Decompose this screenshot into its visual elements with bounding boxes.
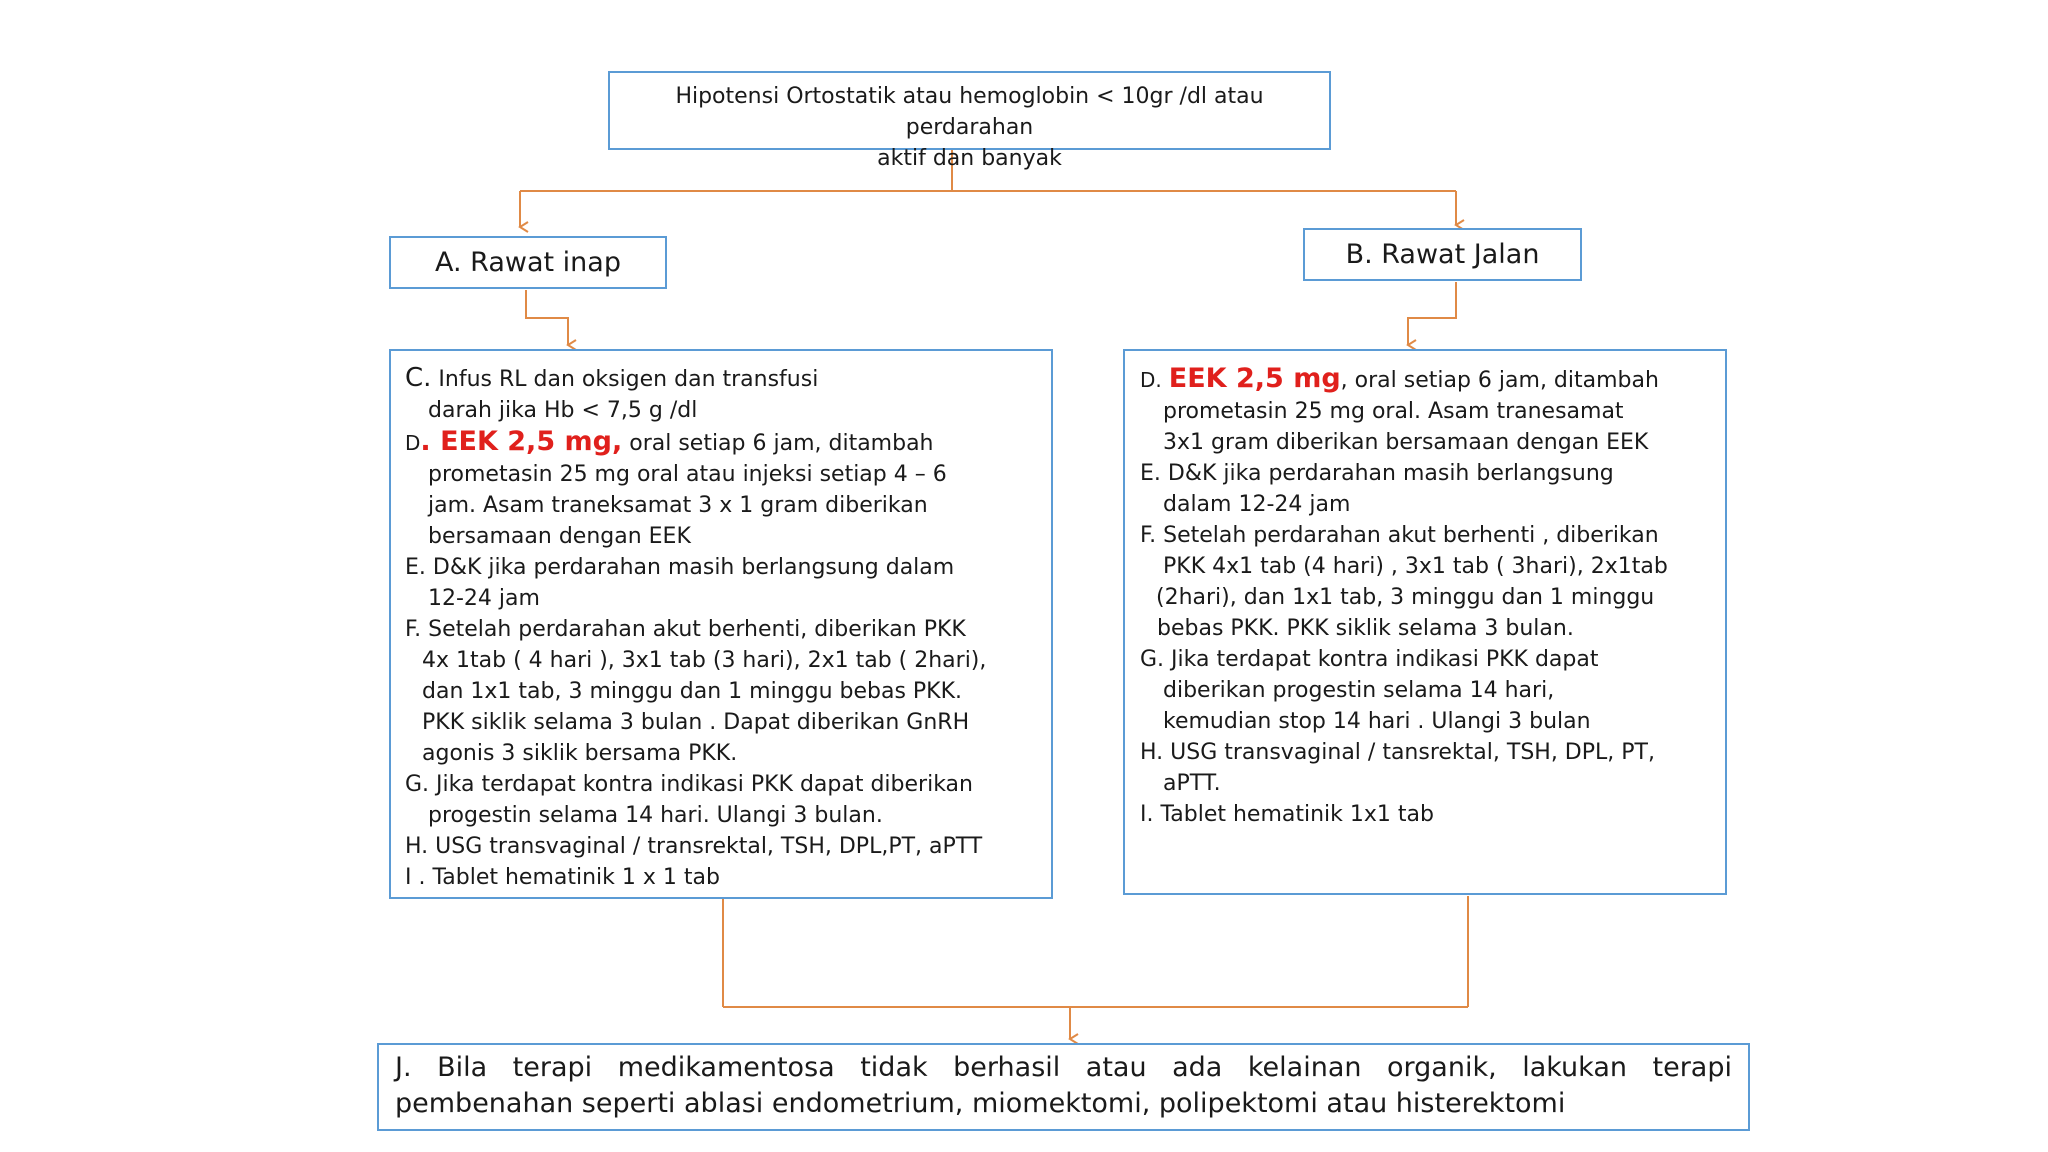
- final-therapy-text: J. Bila terapi medikamentosa tidak berhasil atau ada kelainan organik, lakukan terapi pembenahan seperti ablasi endometrium, miomektomi, polipektomi atau histerektomi: [395, 1052, 1732, 1119]
- inpatient-f-cont-3: PKK siklik selama 3 bulan . Dapat diberikan GnRH: [422, 710, 970, 735]
- inpatient-item-d: [405, 426, 1051, 459]
- rawat-jalan-label: B. Rawat Jalan: [1345, 239, 1540, 270]
- outpatient-item-g: G. Jika terdapat kontra indikasi PKK dapat: [1140, 647, 1599, 672]
- outpatient-d-text: , oral setiap 6 jam, ditambah: [1340, 368, 1659, 393]
- outpatient-item-f: F. Setelah perdarahan akut berhenti , diberikan: [1140, 523, 1659, 548]
- outpatient-item-h: H. USG transvaginal / tansrektal, TSH, DPL, PT,: [1140, 740, 1655, 765]
- rawat-jalan-box: [1303, 228, 1582, 281]
- outpatient-d-cont-1: prometasin 25 mg oral. Asam tranesamat: [1163, 399, 1624, 424]
- inpatient-d-dose: . EEK 2,5 mg,: [420, 426, 623, 457]
- inpatient-g-cont: progestin selama 14 hari. Ulangi 3 bulan.: [428, 803, 883, 828]
- inpatient-c-text: Infus RL dan oksigen dan transfusi: [431, 367, 819, 392]
- outpatient-f-cont-1: PKK 4x1 tab (4 hari) , 3x1 tab ( 3hari), 2x1tab: [1163, 554, 1668, 579]
- outpatient-f-cont-3: bebas PKK. PKK siklik selama 3 bulan.: [1157, 616, 1574, 641]
- inpatient-d-cont-2: jam. Asam traneksamat 3 x 1 gram diberikan: [428, 493, 928, 518]
- inpatient-treatment-box: [389, 349, 1053, 899]
- arrow-b-to-d: [1408, 282, 1456, 345]
- outpatient-item-d: [1140, 363, 1725, 396]
- outpatient-treatment-box: [1123, 349, 1727, 895]
- inpatient-f-cont-2: dan 1x1 tab, 3 minggu dan 1 minggu bebas PKK.: [422, 679, 963, 704]
- outpatient-d-letter: D.: [1140, 368, 1162, 392]
- inpatient-item-e: E. D&K jika perdarahan masih berlangsung dalam: [405, 555, 955, 580]
- inpatient-f-cont-4: agonis 3 siklik bersama PKK.: [422, 741, 738, 766]
- inpatient-f-cont-1: 4x 1tab ( 4 hari ), 3x1 tab (3 hari), 2x1 tab ( 2hari),: [422, 648, 987, 673]
- outpatient-g-cont-1: diberikan progestin selama 14 hari,: [1163, 678, 1555, 703]
- outpatient-d-dose: EEK 2,5 mg: [1168, 363, 1341, 394]
- inpatient-item-h: H. USG transvaginal / transrektal, TSH, DPL,PT, aPTT: [405, 834, 983, 859]
- inpatient-item-c: [405, 363, 1051, 395]
- outpatient-h-cont: aPTT.: [1163, 771, 1221, 796]
- inpatient-c-cont: darah jika Hb < 7,5 g /dl: [428, 398, 698, 423]
- outpatient-e-cont: dalam 12-24 jam: [1163, 492, 1351, 517]
- rawat-inap-label: A. Rawat inap: [435, 247, 621, 278]
- inpatient-d-text: oral setiap 6 jam, ditambah: [622, 431, 934, 456]
- inpatient-d-cont-1: prometasin 25 mg oral atau injeksi setiap 4 – 6: [428, 462, 947, 487]
- condition-box: [608, 71, 1331, 171]
- inpatient-item-g: G. Jika terdapat kontra indikasi PKK dapat diberikan: [405, 772, 973, 797]
- inpatient-item-f: F. Setelah perdarahan akut berhenti, diberikan PKK: [405, 617, 966, 642]
- condition-line-2: aktif dan banyak: [877, 146, 1062, 171]
- inpatient-c-letter: C.: [405, 363, 432, 393]
- rawat-inap-box: [389, 236, 667, 289]
- inpatient-item-i: I . Tablet hematinik 1 x 1 tab: [405, 865, 720, 890]
- outpatient-f-cont-2: (2hari), dan 1x1 tab, 3 minggu dan 1 minggu: [1156, 585, 1655, 610]
- inpatient-e-cont: 12-24 jam: [428, 586, 540, 611]
- condition-line-1: Hipotensi Ortostatik atau hemoglobin < 10gr /dl atau perdarahan: [675, 84, 1264, 140]
- outpatient-item-i: I. Tablet hematinik 1x1 tab: [1140, 802, 1434, 827]
- final-therapy-box: [377, 1043, 1750, 1131]
- outpatient-g-cont-2: kemudian stop 14 hari . Ulangi 3 bulan: [1163, 709, 1591, 734]
- outpatient-d-cont-2: 3x1 gram diberikan bersamaan dengan EEK: [1163, 430, 1649, 455]
- inpatient-d-cont-3: bersamaan dengan EEK: [428, 524, 691, 549]
- outpatient-item-e: E. D&K jika perdarahan masih berlangsung: [1140, 461, 1614, 486]
- inpatient-d-letter: D: [405, 431, 421, 455]
- arrow-a-to-c: [526, 290, 568, 345]
